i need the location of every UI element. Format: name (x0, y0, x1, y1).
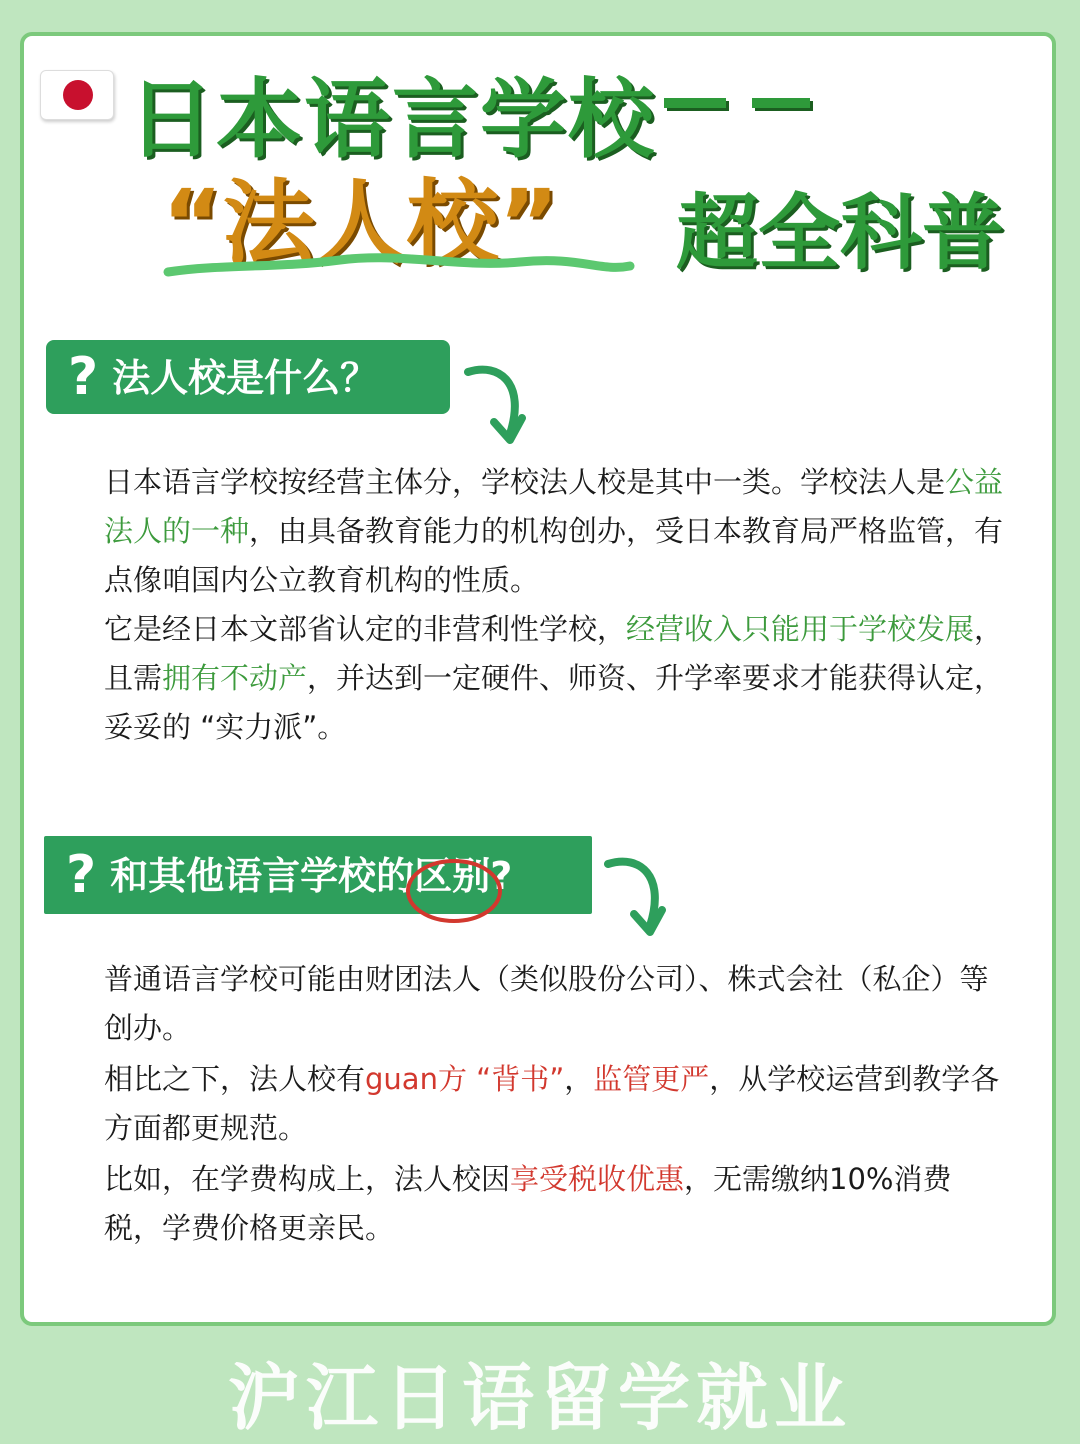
body-text: 日本语言学校按经营主体分，学校法人校是其中一类。学校法人是 (104, 465, 946, 499)
title-line-2: “法人校” (162, 170, 559, 277)
body-text: ，从学校运营到教学各方面都更规范。 (104, 1062, 1000, 1145)
highlight-text: guan方 “背书” (365, 1062, 565, 1096)
title-line-1: 日本语言学校 (128, 70, 656, 170)
section-2-title-b: 区别 (414, 854, 491, 898)
highlight-text: 享受税收优惠 (510, 1162, 685, 1196)
question-mark-icon: ? (66, 845, 97, 905)
section-2-title-circled (414, 854, 490, 898)
section-2-paragraph-1 (104, 955, 1004, 1053)
section-1-badge (46, 340, 450, 414)
title-dash (664, 98, 726, 108)
brand-footer: 沪江日语留学就业 (227, 1356, 852, 1440)
curved-arrow-icon (460, 360, 540, 456)
question-mark-icon: ? (68, 347, 99, 407)
section-1-paragraph-2 (104, 605, 1004, 752)
section-2-paragraph-3 (104, 1155, 1004, 1253)
title-line-3: 超全科普 (676, 186, 1005, 281)
section-1-title: 法人校是什么？ (112, 356, 379, 400)
red-circle-mark (404, 856, 504, 926)
body-text: 普通语言学校可能由财团法人（类似股份公司）、株式会社（私企）等创办。 (104, 962, 989, 1045)
body-text: ，由具备教育能力的机构创办，受日本教育局严格监管，有点像咱国内公立教育机构的性质。 (104, 514, 1004, 597)
body-text: 它是经日本文部省认定的非营利性学校， (104, 612, 627, 646)
highlight-text: 拥有不动产 (162, 661, 308, 695)
title-underline (160, 238, 640, 288)
highlight-text: 经营收入只能用于学校发展 (626, 612, 975, 646)
body-text: ， (564, 1062, 594, 1096)
section-2-title-a: 和其他语言学校的 (110, 854, 415, 898)
section-2-title-c: ? (490, 854, 513, 898)
highlight-text: 公益法人的一种 (104, 465, 1004, 548)
body-text: ，且需 (104, 612, 1004, 695)
section-2-badge (44, 836, 592, 914)
title-dash (752, 98, 810, 108)
highlight-text: 监管更严 (593, 1062, 710, 1096)
body-text: ，无需缴纳10%消费税，学费价格更亲民。 (104, 1162, 952, 1245)
japan-flag-icon (40, 70, 114, 120)
body-text: ，并达到一定硬件、师资、升学率要求才能获得认定，妥妥的 “实力派”。 (104, 661, 1004, 744)
section-1-paragraph-1 (104, 458, 1004, 605)
curved-arrow-icon (600, 852, 680, 948)
section-2-paragraph-2 (104, 1055, 1004, 1153)
body-text: 相比之下，法人校有 (104, 1062, 366, 1096)
body-text: 比如，在学费构成上，法人校因 (104, 1162, 511, 1196)
